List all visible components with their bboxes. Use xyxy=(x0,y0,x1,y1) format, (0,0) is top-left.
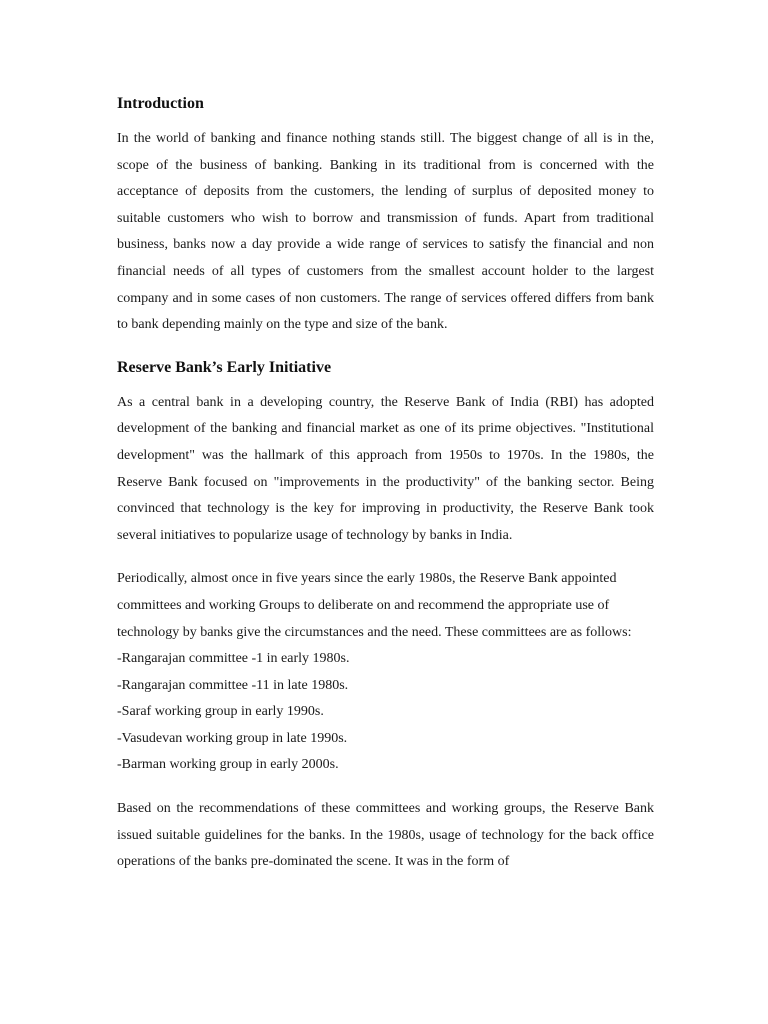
committee-item: -Vasudevan working group in late 1990s. xyxy=(117,730,348,746)
recommendations-paragraph: Based on the recommendations of these committees and working groups, the Reserve Bank issued suitable guidelines for the banks. In the 1980s, usage of technology for the back office operations of the banks pre-dominated the scene. It was in the form of xyxy=(117,801,654,870)
reserve-bank-heading: Reserve Bank’s Early Initiative xyxy=(117,358,332,376)
committee-item: -Rangarajan committee -1 in early 1980s. xyxy=(117,651,350,667)
committees-list xyxy=(117,646,654,779)
reserve-bank-paragraph: As a central bank in a developing country, the Reserve Bank of India (RBI) has adopted development of the banking and financial market as one of its prime objectives. "Institutional development" was the hallmark of this approach from 1950s to 1970s. In the 1980s, the Reserve Bank focused on "improvements in the productivity" of the banking sector. Being convinced that technology is the key for improving in productivity, the Reserve Bank took several initiatives to popularize usage of technology by banks in India. xyxy=(117,394,654,543)
introduction-paragraph: In the world of banking and finance nothing stands still. The biggest change of all is in the, scope of the business of banking. Banking in its traditional from is concerned with the acceptance of deposits from the customers, the lending of surplus of deposited money to suitable customers who wish to borrow and transmission of funds. Apart from traditional business, banks now a day provide a wide range of services to satisfy the financial and non financial needs of all types of customers from the smallest account holder to the largest company and in some cases of non customers. The range of services offered differs from bank to bank depending mainly on the type and size of the bank. xyxy=(117,131,654,333)
introduction-heading: Introduction xyxy=(117,95,204,112)
document-page xyxy=(117,86,654,876)
committee-item: -Barman working group in early 2000s. xyxy=(117,757,339,773)
committee-item: -Saraf working group in early 1990s. xyxy=(117,704,324,720)
committee-item: -Rangarajan committee -11 in late 1980s. xyxy=(117,677,349,693)
periodically-paragraph: Periodically, almost once in five years since the early 1980s, the Reserve Bank appointed committees and working Groups to deliberate on and recommend the appropriate use of technology by banks give the circumstances and the need. These committees are as follows: xyxy=(117,571,632,640)
